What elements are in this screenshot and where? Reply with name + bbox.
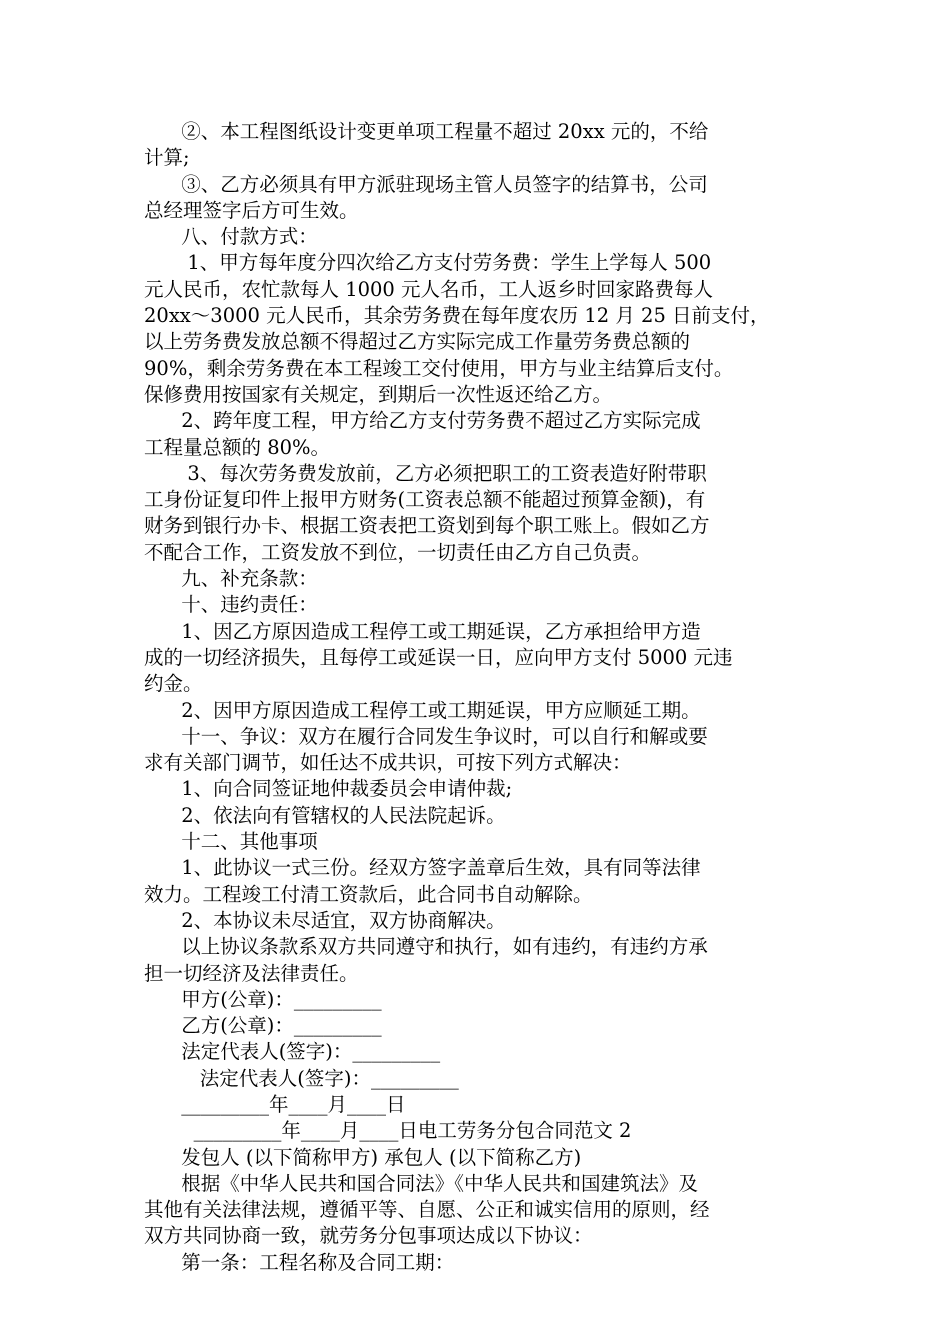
text-line: 效力。工程竣工付清工资款后，此合同书自动解除。 bbox=[144, 882, 593, 906]
text-line: 1、向合同签证地仲裁委员会申请仲裁; bbox=[144, 777, 513, 801]
text-line: 保修费用按国家有关规定，到期后一次性返还给乙方。 bbox=[144, 382, 613, 406]
text-line: 总经理签字后方可生效。 bbox=[144, 198, 359, 222]
text-line: 以上劳务费发放总额不得超过乙方实际完成工作量劳务费总额的 bbox=[144, 330, 691, 354]
text-line: 甲方(公章)：_________ bbox=[144, 987, 382, 1011]
text-line: 八、付款方式： bbox=[144, 225, 318, 249]
text-line: 3、每次劳务费发放前，乙方必须把职工的工资表造好附带职 bbox=[144, 461, 707, 485]
text-line: 财务到银行办卡、根据工资表把工资划到每个职工账上。假如乙方 bbox=[144, 514, 710, 538]
text-line: 十、违约责任： bbox=[144, 593, 318, 617]
text-line: 乙方(公章)：_________ bbox=[144, 1014, 382, 1038]
text-line: 成的一切经济损失，且每停工或延误一日，应向甲方支付 5000 元违 bbox=[144, 645, 733, 669]
text-line: 担一切经济及法律责任。 bbox=[144, 961, 359, 985]
text-line: _________年____月____日电工劳务分包合同范文 2 bbox=[144, 1119, 632, 1143]
text-line: 法定代表人(签字)：_________ bbox=[144, 1066, 459, 1090]
text-line: 双方共同协商一致，就劳务分包事项达成以下协议： bbox=[144, 1224, 593, 1248]
text-line: 90%，剩余劳务费在本工程竣工交付使用，甲方与业主结算后支付。 bbox=[144, 356, 734, 380]
text-line: 十一、争议：双方在履行合同发生争议时，可以自行和解或要 bbox=[144, 724, 708, 748]
text-line: 工身份证复印件上报甲方财务(工资表总额不能超过预算金额)，有 bbox=[144, 488, 706, 512]
text-line: 1、因乙方原因造成工程停工或工期延误，乙方承担给甲方造 bbox=[144, 619, 701, 643]
text-line: 计算; bbox=[144, 146, 190, 170]
text-line: ③、乙方必须具有甲方派驻现场主管人员签字的结算书，公司 bbox=[144, 172, 708, 196]
text-line: 1、甲方每年度分四次给乙方支付劳务费：学生上学每人 500 bbox=[144, 251, 712, 275]
text-line: 十二、其他事项 bbox=[144, 830, 318, 854]
text-line: 20xx～3000 元人民币，其余劳务费在每年度农历 12 月 25 日前支付， bbox=[144, 304, 770, 328]
document-body bbox=[144, 119, 814, 1276]
text-line: 以上协议条款系双方共同遵守和执行，如有违约，有违约方承 bbox=[144, 935, 708, 959]
text-line: 其他有关法律法规，遵循平等、自愿、公正和诚实信用的原则，经 bbox=[144, 1198, 710, 1222]
text-line: _________年____月____日 bbox=[144, 1092, 406, 1116]
text-line: 2、跨年度工程，甲方给乙方支付劳务费不超过乙方实际完成 bbox=[144, 409, 701, 433]
text-line: 元人民币，农忙款每人 1000 元人名币，工人返乡时回家路费每人 bbox=[144, 277, 714, 301]
text-line: 2、因甲方原因造成工程停工或工期延误，甲方应顺延工期。 bbox=[144, 698, 701, 722]
text-line: 法定代表人(签字)：_________ bbox=[144, 1040, 441, 1064]
text-line: 不配合工作，工资发放不到位，一切责任由乙方自己负责。 bbox=[144, 540, 652, 564]
text-line: 根据《中华人民共和国合同法》《中华人民共和国建筑法》及 bbox=[144, 1171, 698, 1195]
text-line: 2、本协议未尽适宜，双方协商解决。 bbox=[144, 908, 506, 932]
text-line: 九、补充条款： bbox=[144, 567, 318, 591]
text-line: 2、依法向有管辖权的人民法院起诉。 bbox=[144, 803, 506, 827]
text-line: 1、此协议一式三份。经双方签字盖章后生效，具有同等法律 bbox=[144, 856, 701, 880]
text-line: 第一条：工程名称及合同工期： bbox=[144, 1250, 455, 1274]
text-line: 发包人 (以下简称甲方) 承包人 (以下简称乙方) bbox=[144, 1145, 582, 1169]
text-line: 工程量总额的 80%。 bbox=[144, 435, 331, 459]
text-line: ②、本工程图纸设计变更单项工程量不超过 20xx 元的，不给 bbox=[144, 120, 709, 143]
text-line: 求有关部门调节，如任达不成共识，可按下列方式解决： bbox=[144, 751, 632, 775]
text-line: 约金。 bbox=[144, 672, 203, 696]
